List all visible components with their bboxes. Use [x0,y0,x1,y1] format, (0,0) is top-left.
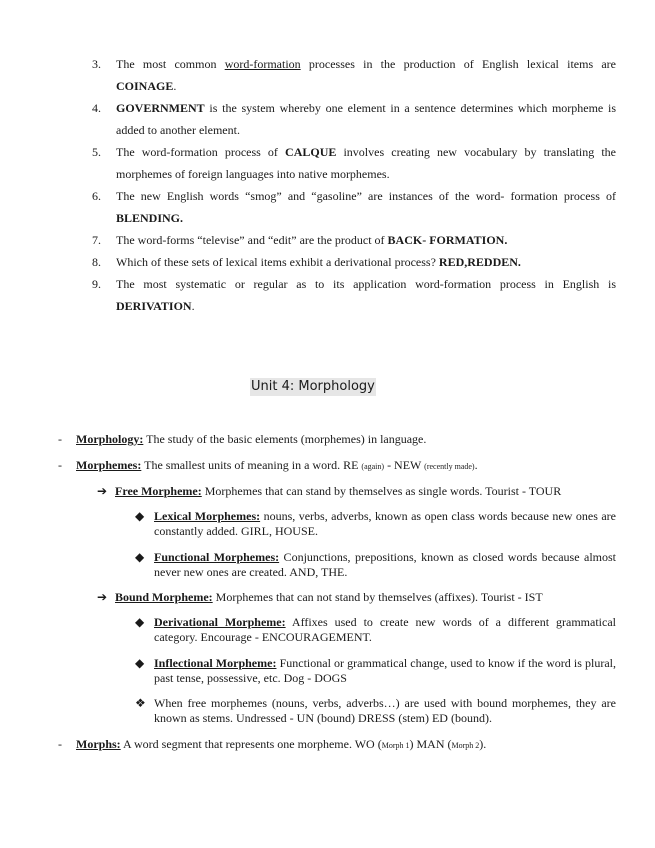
numbered-item [92,97,616,141]
item-number: 4. [92,101,101,115]
dash-bullet: - [58,432,62,446]
morphemes-mid: - NEW [384,458,425,472]
fourstar-bullet-icon: ❖ [135,696,146,710]
item-text-segment: The word-forms “televise” and “edit” are the product of [116,233,388,247]
numbered-item [92,185,616,229]
functional-text: Conjunctions, prepositions, known as closed words because almost never new ones are created. AND, THE. [154,550,616,579]
item-text-segment: The new English words “smog” and “gasoline” are instances of the word- formation process of [116,189,616,203]
item-text-segment: The word-formation process of [116,145,286,159]
numbered-item [92,53,616,97]
lexical-text: nouns, verbs, adverbs, known as open class words because new ones are constantly added. GIRL, HOUSE. [154,509,616,538]
bold-term: RED,REDDEN. [438,255,521,269]
item-number: 3. [92,57,101,71]
bold-term: CALQUE [285,145,337,159]
numbered-item [92,141,616,185]
unit-heading: Unit 4: Morphology [251,379,375,394]
diamond-bullet-icon: ◆ [135,656,145,670]
morph1-note: Morph 1 [381,741,410,750]
free-morpheme-definition [115,484,615,499]
morphology-term: Morphology: [76,432,144,446]
item-number: 7. [92,233,101,247]
numbered-list [92,53,616,317]
morphs-mid: ) MAN ( [409,737,452,751]
derivational-morpheme-definition [154,615,616,645]
item-number: 8. [92,255,101,269]
item-text-segment: processes in the production of English lexical items are [300,57,616,71]
morphemes-definition [76,458,616,474]
bold-term: BACK- FORMATION. [387,233,508,247]
morphs-term: Morphs: [76,737,121,751]
item-text-segment: . [191,299,195,313]
bold-term: DERIVATION [116,299,192,313]
dash-bullet: - [58,737,62,751]
item-text-segment: The most common [116,57,225,71]
bold-term: BLENDING. [116,211,184,225]
underlined-term: word-formation [224,57,301,71]
inflectional-morpheme-definition [154,656,616,686]
morphology-text: The study of the basic elements (morphemes) in language. [143,432,427,446]
derivational-text: Affixes used to create new words of a different grammatical category. Encourage - ENCOURAGEMENT. [154,615,616,644]
free-morpheme-term: Free Morpheme: [115,484,202,498]
morphemes-term: Morphemes: [76,458,142,472]
morphs-end: ). [479,737,487,751]
item-number: 6. [92,189,101,203]
stems-note: When free morphemes (nouns, verbs, adverbs…) are used with bound morphemes, they are known as stems. Undressed - UN (bound) DRESS (stem) ED (bound). [154,696,616,725]
item-text-segment: The most systematic or regular as to its application word-formation process in English is [116,277,616,291]
morph2-note: Morph 2 [451,741,480,750]
diamond-bullet-icon: ◆ [135,615,145,629]
item-text [116,141,616,185]
morphemes-text: The smallest units of meaning in a word. RE [141,458,362,472]
functional-term: Functional Morphemes: [154,550,280,564]
diamond-bullet-icon: ◆ [135,509,145,523]
bound-morpheme-text: Morphemes that can not stand by themselves (affixes). Tourist - IST [212,590,543,604]
item-text-segment: Which of these sets of lexical items exhibit a derivational process? [116,255,439,269]
item-text [116,97,616,141]
lexical-morphemes-definition [154,509,616,539]
item-text [116,251,616,273]
bold-term: GOVERNMENT [116,101,205,115]
inflectional-text: Functional or grammatical change, used to know if the word is plural, past tense, possessive, etc. Dog - DOGS [154,656,616,685]
diamond-bullet-icon: ◆ [135,550,145,564]
item-text [116,229,616,251]
inflectional-term: Inflectional Morpheme: [154,656,277,670]
numbered-item [92,229,616,251]
dash-bullet: - [58,458,62,472]
morphs-definition [76,737,616,753]
bound-morpheme-term: Bound Morpheme: [115,590,213,604]
item-text-segment: involves creating new vocabulary by translating the morphemes of foreign languages into native morphemes. [116,145,617,181]
morphemes-end: . [474,458,478,472]
free-morpheme-text: Morphemes that can stand by themselves as single words. Tourist - TOUR [201,484,562,498]
functional-morphemes-definition [154,550,616,580]
numbered-item [92,273,616,317]
morphs-text: A word segment that represents one morpheme. WO ( [120,737,382,751]
arrow-icon: ➔ [97,590,108,604]
item-number: 9. [92,277,101,291]
morphology-definition [76,432,616,447]
morphemes-note-recent: (recently made) [424,462,475,471]
item-text [116,53,616,97]
arrow-icon: ➔ [97,484,108,498]
bound-morpheme-definition [115,590,615,605]
bold-term: COINAGE [116,79,174,93]
item-text [116,185,616,229]
lexical-term: Lexical Morphemes: [154,509,261,523]
item-text-segment: is the system whereby one element in a sentence determines which morpheme is added to another element. [116,101,616,137]
item-text [116,273,616,317]
numbered-item [92,251,616,273]
item-number: 5. [92,145,101,159]
item-text-segment: . [173,79,177,93]
derivational-term: Derivational Morpheme: [154,615,286,629]
morphemes-note-again: (again) [361,462,385,471]
